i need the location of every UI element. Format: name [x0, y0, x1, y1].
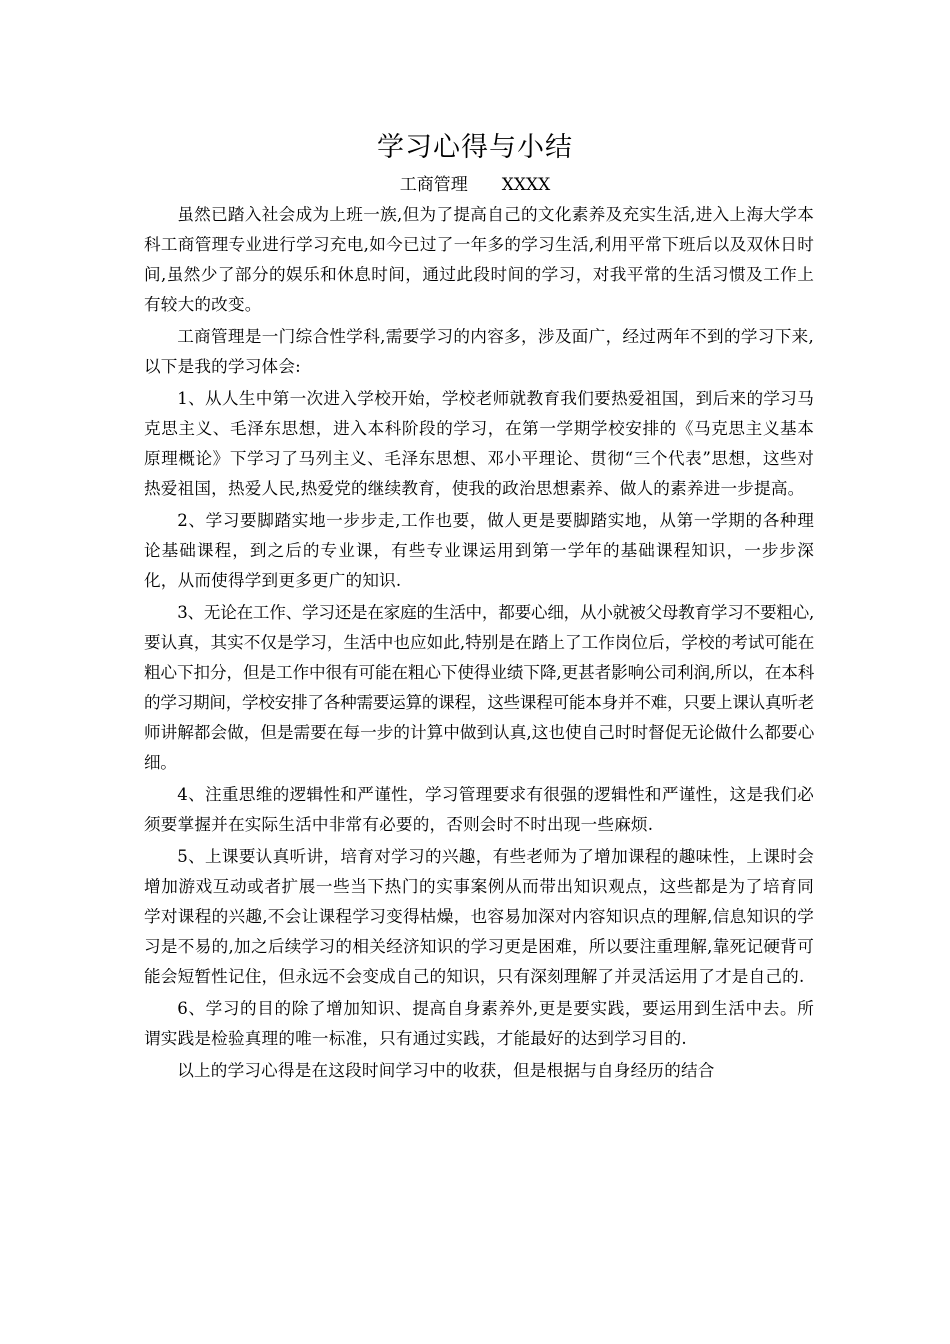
- paragraph: 5、上课要认真听讲，培育对学习的兴趣，有些老师为了增加课程的趣味性，上课时会增加游戏互动或者扩展一些当下热门的实事案例从而带出知识观点，这些都是为了培育同学对课程的兴趣,不会让课程学习变得枯燥，也容易加深对内容知识点的理解,信息知识的学习是不易的,加之后续学习的相关经济知识的学习更是困难，所以要注重理解,靠死记硬背可能会短暂性记住，但永远不会变成自己的知识，只有深刻理解了并灵活运用了才是自己的.: [144, 847, 814, 986]
- paragraph: 1、从人生中第一次进入学校开始，学校老师就教育我们要热爱祖国，到后来的学习马克思主义、毛泽东思想，进入本科阶段的学习，在第一学期学校安排的《马克思主义基本原理概论》下学习了马列主义、毛泽东思想、邓小平理论、贯彻“三个代表”思想，这些对热爱祖国，热爱人民,热爱党的继续教育，使我的政治思想素养、做人的素养进一步提高。: [144, 389, 814, 498]
- document-subtitle: [0, 172, 950, 198]
- paragraph: 工商管理是一门综合性学科,需要学习的内容多，涉及面广，经过两年不到的学习下来,以下是我的学习体会:: [144, 327, 814, 376]
- document-title: 学习心得与小结: [377, 132, 573, 163]
- paragraph: 虽然已踏入社会成为上班一族,但为了提高自己的文化素养及充实生活,进入上海大学本科工商管理专业进行学习充电,如今已过了一年多的学习生活,利用平常下班后以及双休日时间,虽然少了部分的娱乐和休息时间，通过此段时间的学习，对我平常的生活习惯及工作上有较大的改变。: [144, 205, 814, 314]
- paragraph: 6、学习的目的除了增加知识、提高自身素养外,更是要实践，要运用到生活中去。所谓实践是检验真理的唯一标准，只有通过实践，才能最好的达到学习目的.: [144, 999, 814, 1048]
- author-name: XXXX: [501, 175, 551, 195]
- major-label: 工商管理: [399, 175, 468, 195]
- paragraph: 3、无论在工作、学习还是在家庭的生活中，都要心细，从小就被父母教育学习不要粗心,要认真，其实不仅是学习，生活中也应如此,特别是在踏上了工作岗位后，学校的考试可能在粗心下扣分，但是工作中很有可能在粗心下使得业绩下降,更甚者影响公司利润,所以，在本科的学习期间，学校安排了各种需要运算的课程，这些课程可能本身并不难，只要上课认真听老师讲解都会做，但是需要在每一步的计算中做到认真,这也使自己时时督促无论做什么都要心细。: [144, 603, 814, 772]
- paragraph: 2、学习要脚踏实地一步步走,工作也要，做人更是要脚踏实地，从第一学期的各种理论基础课程，到之后的专业课，有些专业课运用到第一学年的基础课程知识，一步步深化，从而使得学到更多更广的知识.: [144, 511, 814, 590]
- paragraph: 4、注重思维的逻辑性和严谨性，学习管理要求有很强的逻辑性和严谨性，这是我们必须要掌握并在实际生活中非常有必要的，否则会时不时出现一些麻烦.: [144, 785, 814, 834]
- document-body: [144, 200, 814, 1088]
- paragraph: 以上的学习心得是在这段时间学习中的收获，但是根据与自身经历的结合: [177, 1061, 715, 1080]
